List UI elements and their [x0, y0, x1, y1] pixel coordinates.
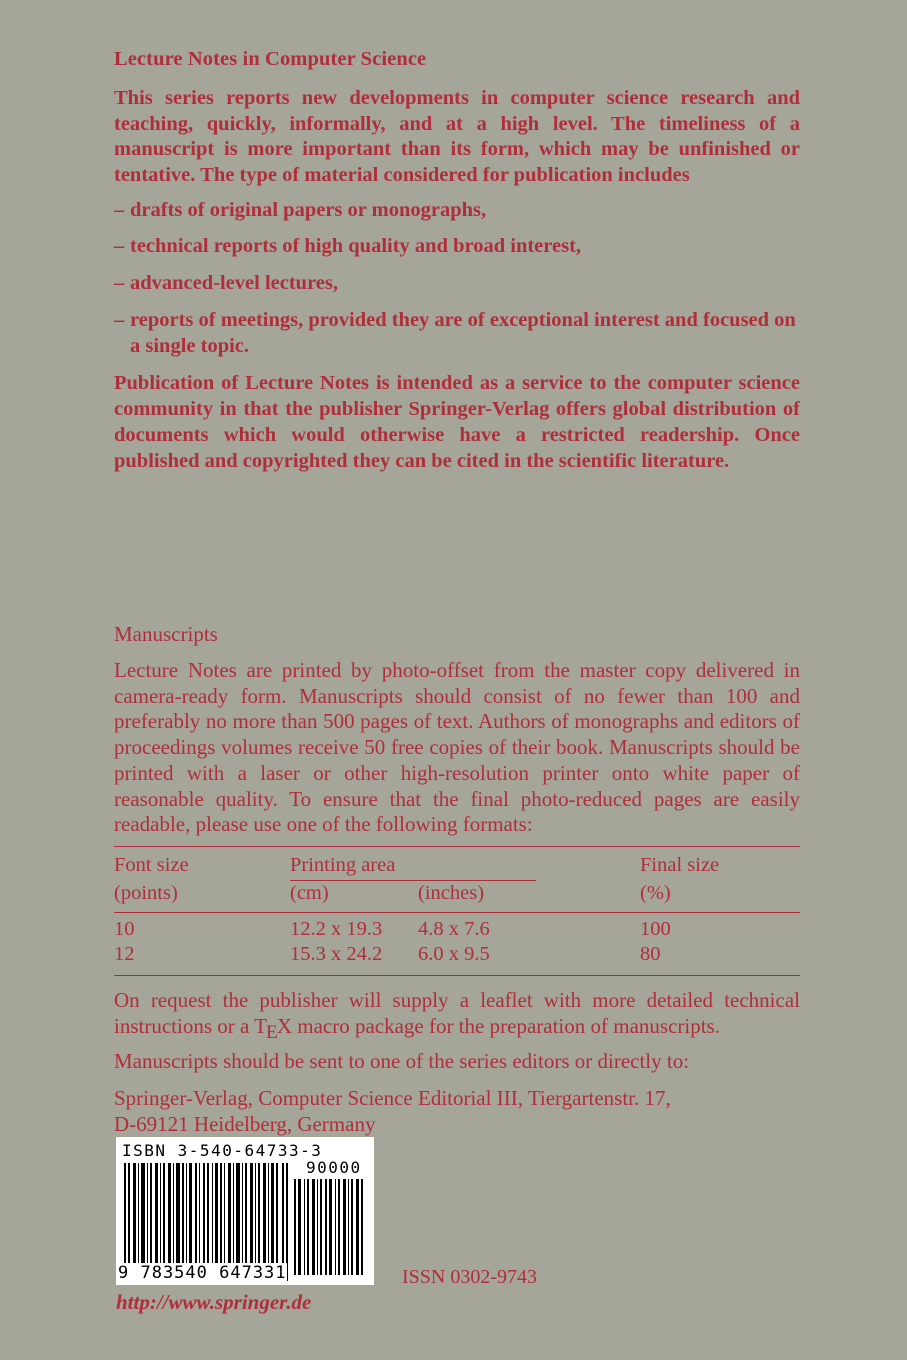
table-header-final-size: Final size — [640, 854, 720, 876]
manuscripts-paragraph: Lecture Notes are printed by photo-offset from the master copy delivered in camera-ready form. Manuscripts should consist of no fewer than 100 and preferably no more than 500 pages of text. Authors of monographs and editors of proceedings volumes receive 50 free copies of their book. Manuscripts should be printed with a laser or other high-resolution printer onto white paper of reasonable quality. To ensure that the final photo-reduced pages are easily readable, please use one of the following formats: — [114, 658, 800, 837]
request-text: On request the publisher will supply a leaflet with more detailed technical instructions or a T — [114, 988, 800, 1038]
bullet-dash: – — [114, 235, 125, 257]
list-item — [114, 198, 804, 224]
price-addon-number: 90000 — [306, 1158, 362, 1177]
bullet-dash: – — [114, 309, 125, 331]
bullet-dash: – — [114, 272, 125, 294]
table-top-rule — [114, 846, 800, 847]
addon-bars-icon — [294, 1179, 366, 1275]
table-cell-inches: 6.0 x 9.5 — [418, 943, 490, 965]
publisher-url: http://www.springer.de — [116, 1290, 312, 1314]
list-item — [114, 308, 806, 359]
address-line: D-69121 Heidelberg, Germany — [114, 1111, 376, 1136]
printing-area-rule — [290, 880, 536, 881]
table-cell-final: 80 — [640, 943, 661, 965]
publication-paragraph: Publication of Lecture Notes is intended as a service to the computer science community in that the publisher Springer-Verlag offers global distribution of documents which would otherwise have a restricted readership. Once published and copyrighted they can be cited in the scientific literature. — [114, 372, 800, 472]
table-cell-font: 12 — [114, 943, 135, 965]
publisher-address — [114, 1086, 671, 1137]
table-header-inches: (inches) — [418, 882, 485, 904]
list-item — [114, 271, 804, 297]
intro-paragraph: This series reports new developments in computer science research and teaching, quickly, informally, and at a high level. The timeliness of a manuscript is more important than its form, which may be unfinished or tentative. The type of material considered for publication includes — [114, 87, 800, 186]
address-line: Springer-Verlag, Computer Science Editorial III, Tiergartenstr. 17, — [114, 1086, 671, 1110]
tex-logo-x: X — [276, 1013, 292, 1038]
bullet-dash: – — [114, 199, 125, 221]
table-header-percent: (%) — [640, 882, 671, 904]
table-cell-inches: 4.8 x 7.6 — [418, 918, 490, 940]
ean-number: 9 783540 647331 — [118, 1263, 287, 1283]
table-header-printing-area: Printing area — [290, 854, 396, 876]
list-item-text: drafts of original papers or monographs, — [130, 199, 487, 221]
series-title: Lecture Notes in Computer Science — [114, 48, 427, 70]
table-header-font-size: Font size — [114, 854, 189, 876]
isbn-number: ISBN 3-540-64733-3 — [122, 1141, 323, 1160]
tex-logo-e: E — [266, 1021, 278, 1043]
list-item — [114, 234, 804, 260]
list-item-text: reports of meetings, provided they are of exceptional interest and focused on a single topic. — [130, 309, 796, 357]
manuscripts-heading: Manuscripts — [114, 622, 218, 646]
list-item-text: advanced-level lectures, — [130, 272, 338, 294]
table-cell-cm: 15.3 x 24.2 — [290, 943, 383, 965]
table-cell-final: 100 — [640, 918, 671, 940]
table-cell-cm: 12.2 x 19.3 — [290, 918, 383, 940]
request-paragraph — [114, 988, 800, 1043]
table-header-points: (points) — [114, 882, 178, 904]
send-to-line: Manuscripts should be sent to one of the series editors or directly to: — [114, 1049, 690, 1073]
table-cell-font: 10 — [114, 918, 135, 940]
table-bottom-rule — [114, 975, 800, 976]
isbn-barcode — [116, 1137, 374, 1285]
issn-number: ISSN 0302-9743 — [402, 1266, 538, 1288]
table-header-rule — [114, 912, 800, 913]
table-header-cm: (cm) — [290, 882, 329, 904]
request-text-end: macro package for the preparation of manuscripts. — [291, 1013, 720, 1038]
list-item-text: technical reports of high quality and broad interest, — [130, 235, 582, 257]
